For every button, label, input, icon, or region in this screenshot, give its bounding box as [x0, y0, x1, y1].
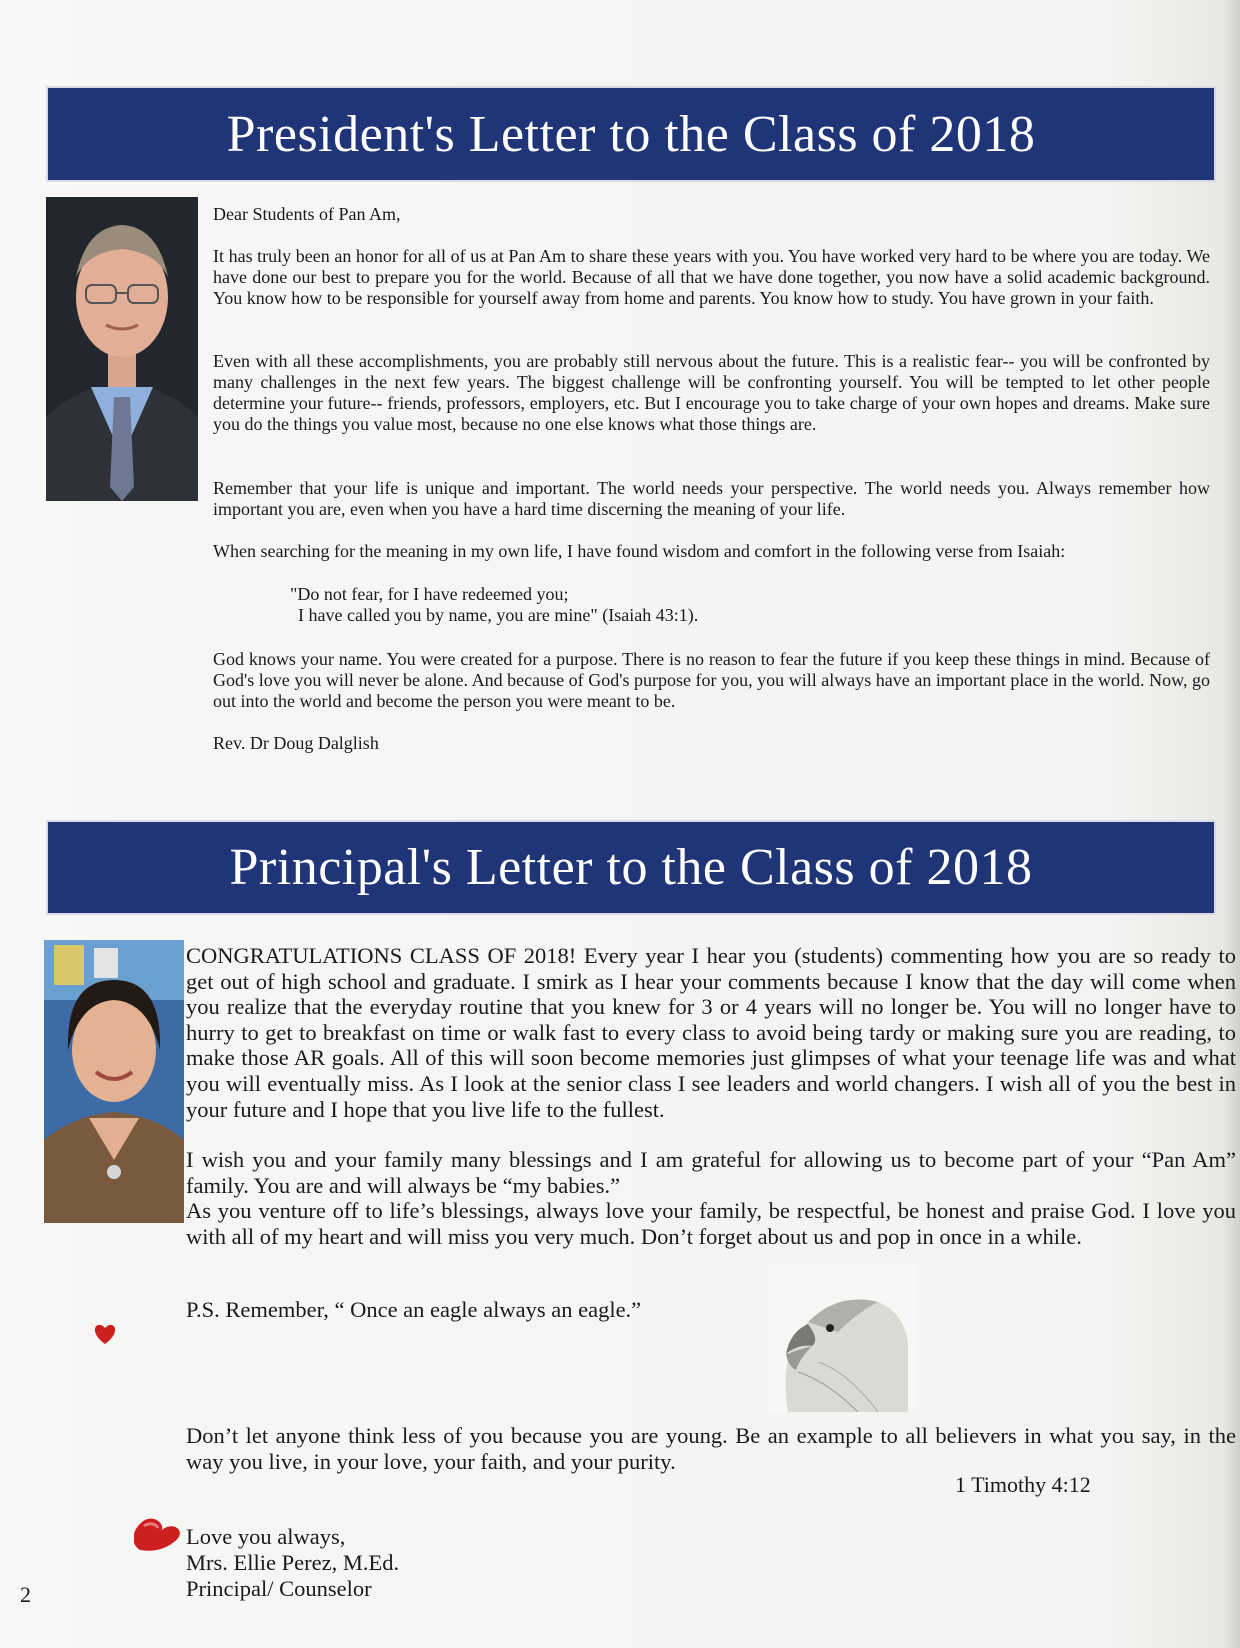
president-closing-paragraph: God knows your name. You were created for a purpose. There is no reason to fear the future if you keep these things in mind. Because of God's love you will never be alone. And because of God's purpose for you, you will always have an important place in the world. Now, go out into the world and become the person you were meant to be. [213, 649, 1210, 711]
president-paragraph-4: When searching for the meaning in my own life, I have found wisdom and comfort in the following verse from Isaiah: [213, 541, 1066, 561]
isaiah-quote-line-1: "Do not fear, for I have redeemed you; [290, 584, 569, 604]
eagle-drawing [768, 1262, 916, 1412]
president-signature: Rev. Dr Doug Dalglish [213, 733, 379, 753]
principal-portrait-image [44, 940, 184, 1223]
principal-photo [44, 940, 184, 1223]
president-heading-banner [46, 86, 1216, 182]
principal-name: Mrs. Ellie Perez, M.Ed. [186, 1550, 400, 1575]
isaiah-quote-line-2: I have called you by name, you are mine" (Isaiah 43:1). [298, 605, 699, 625]
principal-title: Principal/ Counselor [186, 1576, 372, 1601]
president-paragraph-3: Remember that your life is unique and important. The world needs your perspective. The world needs you. Always remember how important you are, even when you have a hard time discerning the meaning of your life. [213, 478, 1210, 519]
principal-ps: P.S. Remember, “ Once an eagle always an eagle.” [186, 1297, 642, 1322]
principal-heading: Principal's Letter to the Class of 2018 [229, 839, 1033, 896]
president-heading: President's Letter to the Class of 2018 [226, 105, 1036, 163]
timothy-verse-reference: 1 Timothy 4:12 [955, 1472, 1091, 1497]
page-number: 2 [20, 1582, 31, 1607]
principal-paragraph-1: CONGRATULATIONS CLASS OF 2018! Every year I hear you (students) commenting how you are so ready to get out of high school and graduate. I smirk as I hear your comments because I know that the day will come when you realize that the everyday routine that you knew for 3 or 4 years will no longer be. You will no longer have to hurry to get to breakfast on time or walk fast to every class to avoid being tardy or making sure you are reading, to make those AR goals. All of this will soon become memories just glimpses of what your teenage life was and what you will eventually miss. As I look at the senior class I see leaders and world changers. I wish all of you the best in your future and I hope that you live life to the fullest. [186, 943, 1236, 1122]
heart-icon [93, 1323, 117, 1345]
page-edge [1222, 0, 1240, 1648]
principal-paragraph-3: As you venture off to life’s blessings, always love your family, be respectful, be honest and praise God. I love you with all of my heart and will miss you very much. Don’t forget about us and pop in once in a while. [186, 1198, 1236, 1249]
president-salutation: Dear Students of Pan Am, [213, 204, 401, 224]
principal-paragraph-2: I wish you and your family many blessings and I am grateful for allowing us to become part of your “Pan Am” family. You are and will always be “my babies.” [186, 1147, 1236, 1198]
president-portrait-image [46, 197, 198, 501]
president-paragraph-2: Even with all these accomplishments, you are probably still nervous about the future. This is a realistic fear-- you will be confronted by many challenges in the next few years. The biggest challenge will be confronting yourself. You will be tempted to let other people determine your future-- friends, professors, employers, etc. But I encourage you to take charge of your own hopes and dreams. Make sure you do the things you value most, because no one else knows what those things are. [213, 351, 1210, 434]
principal-closing: Love you always, [186, 1524, 346, 1549]
timothy-verse: Don’t let anyone think less of you because you are young. Be an example to all believers in what you say, in the way you live, in your love, your faith, and your purity. [186, 1423, 1236, 1474]
president-paragraph-1: It has truly been an honor for all of us at Pan Am to share these years with you. You have worked very hard to be where you are today. We have done our best to prepare you for the world. Because of all that we have done together, you now have a solid academic background. You know how to be responsible for yourself away from home and parents. You know how to study. You have grown in your faith. [213, 246, 1210, 308]
president-photo [46, 197, 198, 501]
principal-heading-banner [46, 820, 1216, 915]
large-heart-icon [134, 1516, 184, 1556]
